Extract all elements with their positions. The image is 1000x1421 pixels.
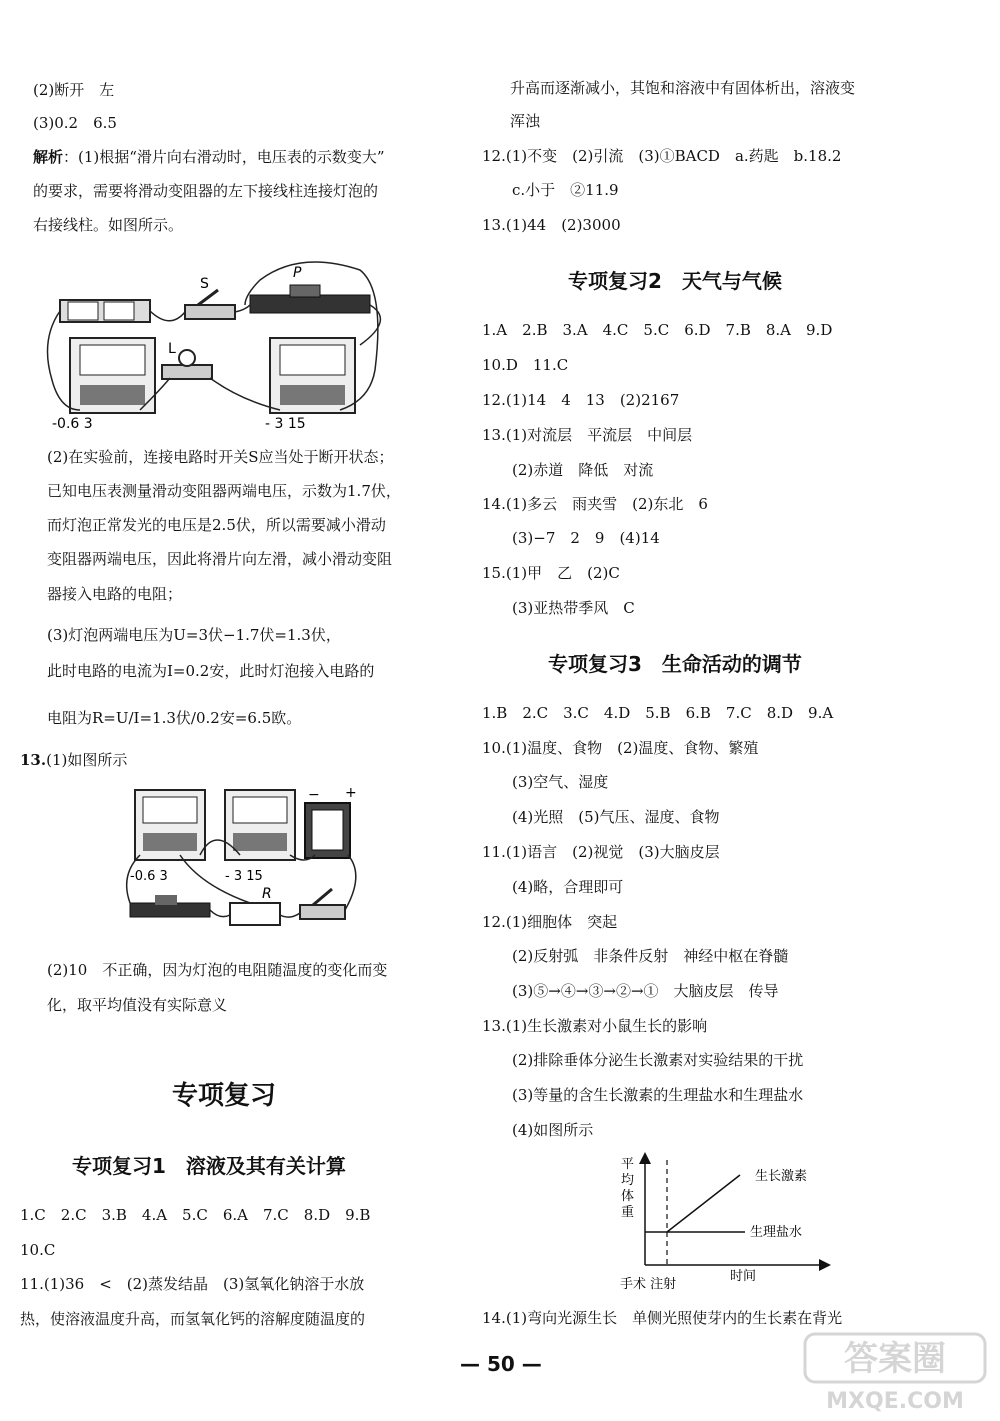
y-axis-label-char: 重 [621, 1205, 635, 1220]
resistor-label: R [262, 886, 272, 902]
battery-icon [305, 803, 350, 858]
answer-line: (3)−7 2 9 (4)14 [512, 529, 660, 547]
answer-line: (3)0.2 6.5 [33, 114, 117, 132]
growth-graph [615, 1150, 835, 1295]
analysis-line: (2)在实验前，连接电路时开关S应当处于断开状态； [47, 448, 394, 466]
answer-line: 1.B 2.C 3.C 4.D 5.B 6.B 7.C 8.D 9.A [482, 704, 834, 722]
answer-line: (2)反射弧 非条件反射 神经中枢在脊髓 [512, 947, 789, 965]
analysis-line: 的要求，需要将滑动变阻器的左下接线柱连接灯泡的 [33, 182, 379, 200]
answer-line: (3)⑤→④→③→②→① 大脑皮层 传导 [512, 982, 779, 1000]
answer-line: 13.(1)对流层 平流层 中间层 [482, 426, 693, 444]
answer-line: (2)赤道 降低 对流 [512, 461, 654, 479]
answer-line: (3)等量的含生长激素的生理盐水和生理盐水 [512, 1086, 804, 1104]
switch-label: S [200, 276, 209, 292]
section-title: 专项复习1 溶液及其有关计算 [72, 1154, 346, 1178]
answer-line: 化，取平均值没有实际意义 [47, 996, 228, 1014]
answer-line: 11.(1)36 < (2)蒸发结晶 (3)氢氧化钠溶于水放 [20, 1275, 365, 1293]
ammeter-terminal-label: -0.6 3 [130, 869, 168, 884]
circuit-diagram-2 [120, 785, 370, 945]
answer-line: 14.(1)多云 雨夹雪 (2)东北 6 [482, 495, 708, 513]
ammeter-terminal-label: -0.6 3 [52, 416, 93, 432]
watermark-sub: MXQE.COM [826, 1389, 964, 1414]
voltmeter-terminal-label: - 3 15 [265, 416, 306, 432]
question-line [20, 750, 127, 770]
answer-line: 10.(1)温度、食物 (2)温度、食物、繁殖 [482, 739, 759, 757]
answer-line: 12.(1)14 4 13 (2)2167 [482, 391, 680, 409]
switch-icon [300, 889, 345, 919]
series-growth-hormone [645, 1175, 740, 1232]
switch-icon [185, 290, 235, 319]
answer-line: (4)如图所示 [512, 1121, 594, 1139]
answer-line: 10.D 11.C [482, 356, 569, 374]
analysis-line [33, 147, 385, 167]
analysis-line: 右接线柱。如图所示。 [33, 216, 184, 234]
y-axis-label-char: 体 [621, 1189, 635, 1204]
battery-icon [60, 300, 150, 322]
ammeter-icon [135, 790, 205, 860]
rheostat-icon [130, 895, 210, 917]
analysis-line: 电阻为R=U/I=1.3伏/0.2安=6.5欧。 [47, 709, 302, 727]
answer-line: 13.(1)44 (2)3000 [482, 216, 621, 234]
section-title: 专项复习2 天气与气候 [568, 269, 782, 293]
answer-line: 浑浊 [510, 112, 541, 130]
answer-line: (3)空气、湿度 [512, 773, 609, 791]
answer-line: 13.(1)生长激素对小鼠生长的影响 [482, 1017, 708, 1035]
voltmeter-icon [270, 338, 355, 413]
resistor-icon [230, 903, 280, 925]
section-title: 专项复习3 生命活动的调节 [548, 652, 802, 676]
slider-label: P [293, 265, 302, 281]
analysis-label: 解析 [33, 148, 64, 166]
analysis-line: 器接入电路的电阻； [47, 585, 183, 603]
answer-line: c.小于 ②11.9 [512, 181, 619, 199]
analysis-line: 此时电路的电流为I=0.2安，此时灯泡接入电路的 [47, 662, 375, 680]
answer-line: 升高而逐渐减小，其饱和溶液中有固体析出，溶液变 [510, 79, 856, 97]
lamp-label: L [168, 341, 176, 357]
ammeter-icon [70, 338, 155, 413]
analysis-line: (3)灯泡两端电压为U=3伏−1.7伏=1.3伏， [47, 626, 341, 644]
answer-line: 热，使溶液温度升高，而氢氧化钙的溶解度随温度的 [20, 1310, 366, 1328]
chapter-title: 专项复习 [172, 1081, 277, 1111]
answer-line: (2)断开 左 [33, 81, 115, 99]
rheostat-icon [250, 285, 370, 313]
page-number: — 50 — [460, 1352, 542, 1376]
series-label-growth-hormone: 生长激素 [755, 1169, 808, 1184]
answer-line: 14.(1)弯向光源生长 单侧光照使芽内的生长素在背光 [482, 1309, 843, 1327]
answer-line: 1.A 2.B 3.A 4.C 5.C 6.D 7.B 8.A 9.D [482, 321, 833, 339]
answer-line: (4)略，合理即可 [512, 878, 624, 896]
analysis-line: 变阻器两端电压，因此将滑片向左滑，减小滑动变阻 [47, 550, 393, 568]
answer-line: (2)排除垂体分泌生长激素对实验结果的干扰 [512, 1051, 804, 1069]
answer-line: (3)亚热带季风 C [512, 599, 635, 617]
x-axis-label-left: 手术 注射 [620, 1277, 677, 1292]
answer-line: 12.(1)不变 (2)引流 (3)①BACD a.药匙 b.18.2 [482, 147, 842, 165]
y-axis-label-char: 平 [621, 1157, 635, 1172]
battery-plus-label: + [345, 785, 357, 801]
battery-minus-label: − [308, 787, 320, 803]
analysis-line: 已知电压表测量滑动变阻器两端电压，示数为1.7伏， [47, 482, 401, 500]
y-axis-label-char: 均 [621, 1173, 635, 1188]
answer-line: (2)10 不正确，因为灯泡的电阻随温度的变化而变 [47, 961, 388, 979]
x-axis-label: 时间 [730, 1269, 757, 1284]
answer-line: (4)光照 (5)气压、湿度、食物 [512, 808, 720, 826]
answer-line: 12.(1)细胞体 突起 [482, 913, 618, 931]
question-text: (1)如图所示 [46, 751, 128, 769]
answer-line: 11.(1)语言 (2)视觉 (3)大脑皮层 [482, 843, 720, 861]
question-number: 13. [20, 751, 47, 769]
analysis-line: 而灯泡正常发光的电压是2.5伏，所以需要减小滑动 [47, 516, 386, 534]
watermark-text: 答案圈 [844, 1339, 946, 1379]
answer-line: 10.C [20, 1241, 56, 1259]
answer-line: 1.C 2.C 3.B 4.A 5.C 6.A 7.C 8.D 9.B [20, 1206, 371, 1224]
voltmeter-terminal-label: - 3 15 [225, 869, 263, 884]
answer-line: 15.(1)甲 乙 (2)C [482, 564, 620, 582]
series-label-saline: 生理盐水 [750, 1225, 803, 1240]
circuit-diagram-1 [40, 250, 440, 435]
analysis-text: ：(1)根据“滑片向右滑动时，电压表的示数变大” [63, 148, 385, 166]
watermark-logo [795, 1330, 995, 1415]
